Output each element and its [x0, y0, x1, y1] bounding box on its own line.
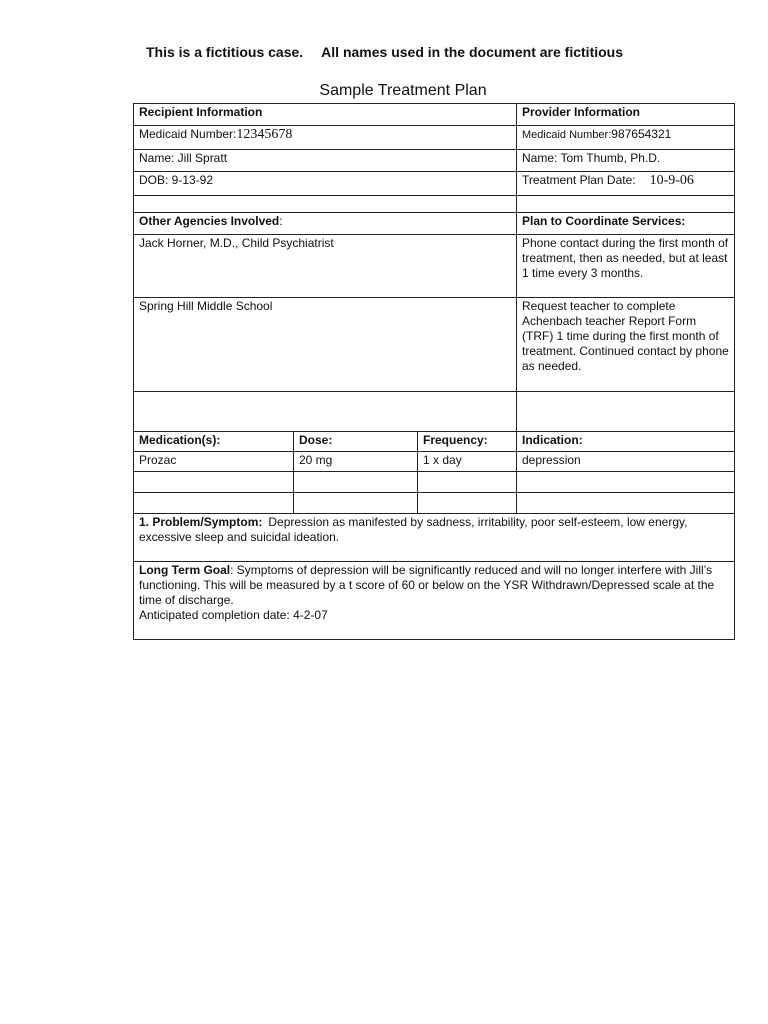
recipient-header: Recipient Information — [134, 104, 517, 126]
agency-row: Spring Hill Middle School — [134, 298, 517, 392]
frequency-cell-empty — [418, 472, 517, 493]
agency-row: Jack Horner, M.D., Child Psychiatrist — [134, 235, 517, 298]
disclaimer-part1: This is a fictitious case. — [146, 44, 304, 60]
spacer-right — [517, 196, 735, 213]
recipient-medicaid-label: Medicaid Number: — [139, 127, 237, 141]
completion-date: Anticipated completion date: 4-2-07 — [139, 608, 328, 622]
frequency-header: Frequency: — [418, 432, 517, 452]
coordinate-plan: Phone contact during the first month of treatment, then as needed, but at least 1 time every 3 months. — [517, 235, 735, 298]
frequency-cell-empty — [418, 493, 517, 514]
recipient-dob: DOB: 9-13-92 — [134, 172, 517, 196]
medication-header: Medication(s): — [134, 432, 294, 452]
long-term-goal — [134, 562, 735, 640]
medication-cell-empty — [134, 472, 294, 493]
agency-row-empty — [134, 392, 517, 432]
dose-cell-empty — [294, 472, 418, 493]
disclaimer-part2: All names used in the document are fictitious — [321, 44, 624, 60]
agencies-header — [134, 213, 517, 235]
recipient-name: Name: Jill Spratt — [134, 150, 517, 172]
medication-cell: Prozac — [134, 452, 294, 472]
recipient-medicaid-value: 12345678 — [236, 127, 293, 142]
provider-name: Name: Tom Thumb, Ph.D. — [517, 150, 735, 172]
problem-symptom — [134, 514, 735, 562]
coordinate-header: Plan to Coordinate Services: — [517, 213, 735, 235]
agencies-header-colon: : — [279, 214, 283, 228]
plan-date-value: 10-9-06 — [649, 173, 694, 188]
indication-cell-empty — [517, 472, 735, 493]
agencies-header-label: Other Agencies Involved — [139, 214, 280, 228]
coordinate-plan: Request teacher to complete Achenbach teacher Report Form (TRF) 1 time during the first month of treatment. Continued contact by phone as needed. — [517, 298, 735, 392]
provider-medicaid-value: 987654321 — [611, 127, 672, 141]
recipient-medicaid — [134, 126, 517, 150]
provider-medicaid-label: Medicaid Number: — [522, 129, 612, 141]
document-title: Sample Treatment Plan — [319, 82, 487, 99]
provider-medicaid — [517, 126, 735, 150]
dose-cell-empty — [294, 493, 418, 514]
dose-cell: 20 mg — [294, 452, 418, 472]
plan-date-label: Treatment Plan Date: — [522, 173, 636, 187]
indication-cell: depression — [517, 452, 735, 472]
treatment-plan-table — [133, 103, 735, 640]
provider-header: Provider Information — [517, 104, 735, 126]
coordinate-plan-empty — [517, 392, 735, 432]
indication-cell-empty — [517, 493, 735, 514]
goal-label: Long Term Goal — [139, 563, 231, 577]
dose-header: Dose: — [294, 432, 418, 452]
problem-text: Depression as manifested by sadness, irritability, poor self-esteem, low energy, excessive sleep and suicidal ideation. — [139, 515, 688, 544]
frequency-cell: 1 x day — [418, 452, 517, 472]
spacer-left — [134, 196, 517, 213]
goal-text: : Symptoms of depression will be significantly reduced and will no longer interfere with Jill’s functioning. This will be measured by a t score of 60 or below on the YSR Withdrawn/Depressed scale at the time of discharge. — [139, 563, 715, 607]
medication-cell-empty — [134, 493, 294, 514]
disclaimer — [146, 44, 623, 60]
problem-label: 1. Problem/Symptom: — [139, 515, 263, 529]
provider-plan-date — [517, 172, 735, 196]
indication-header: Indication: — [517, 432, 735, 452]
